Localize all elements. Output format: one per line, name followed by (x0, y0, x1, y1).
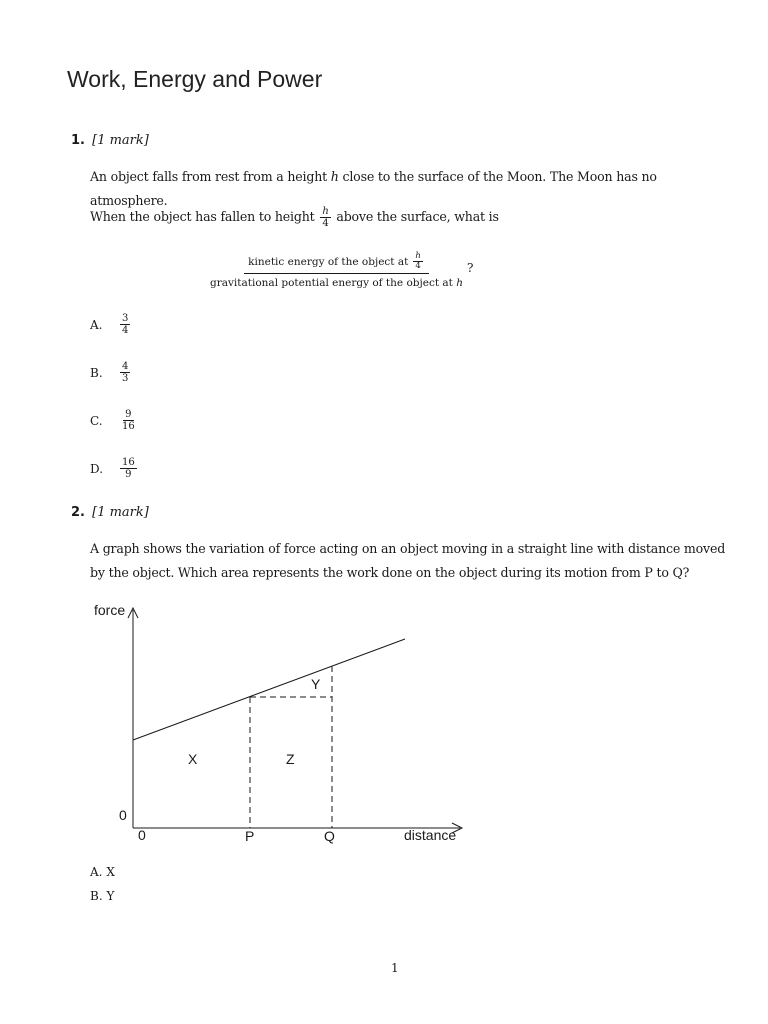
fraction-numerator: h (415, 251, 421, 261)
fraction-numerator: 4 (122, 361, 129, 372)
y-axis-label: force (94, 602, 126, 618)
force-line (133, 639, 405, 740)
option-text: Y (106, 889, 115, 903)
page-title: Work, Energy and Power (67, 66, 323, 92)
fraction-denominator: 16 (122, 421, 135, 432)
question-number: 2. (71, 505, 85, 520)
x-origin-label: 0 (138, 827, 146, 843)
option-label: B. (90, 365, 103, 380)
text-line: A graph shows the variation of force acting on an object moving in a straight line with distance moved (90, 541, 726, 556)
fraction-numerator: h (322, 206, 329, 217)
x-axis-label: distance (404, 827, 457, 843)
ratio-denominator-text: gravitational potential energy of the object at (210, 277, 457, 289)
energy-ratio-expression (208, 252, 473, 289)
ratio-numerator-text: kinetic energy of the object at (248, 255, 409, 268)
option-label: D. (90, 461, 104, 476)
text-run: close to the surface of the Moon. The Moon has no atmosphere. (90, 169, 657, 208)
tick-label-p: P (245, 828, 255, 844)
option-text: X (106, 865, 115, 879)
option-label: B. (90, 889, 103, 903)
question-2-text (90, 537, 730, 585)
option-label: A. (90, 317, 103, 332)
region-label-y: Y (311, 676, 321, 692)
option-a (90, 313, 132, 336)
fraction-h-over-4 (320, 206, 330, 229)
ratio-fraction (208, 252, 465, 289)
option-label: C. (90, 413, 103, 428)
option-a (90, 865, 115, 879)
text-run: above the surface, what is (332, 209, 499, 224)
option-fraction (120, 457, 137, 480)
question-number: 1. (71, 133, 85, 148)
fraction-denominator: 9 (125, 469, 132, 480)
fraction-numerator: 3 (122, 313, 129, 324)
variable-h: h (456, 277, 463, 289)
ratio-denominator (208, 274, 465, 289)
page-number: 1 (391, 961, 399, 975)
option-fraction (120, 313, 130, 336)
tick-label-q: Q (324, 828, 335, 844)
option-b (90, 889, 114, 903)
variable-h: h (330, 169, 339, 184)
text-run: When the object has fallen to height (90, 209, 319, 224)
option-fraction (120, 361, 130, 384)
region-label-z: Z (286, 751, 295, 767)
question-mark-value: [1 mark] (92, 133, 149, 148)
fraction-denominator: 4 (322, 218, 329, 229)
option-d (90, 457, 139, 480)
fraction-h-over-4 (413, 252, 422, 271)
option-fraction (120, 409, 137, 432)
y-origin-label: 0 (119, 807, 127, 823)
region-label-x: X (188, 751, 198, 767)
option-b (90, 361, 132, 384)
fraction-numerator: 9 (125, 409, 132, 420)
option-label: A. (90, 865, 103, 879)
fraction-denominator: 3 (122, 373, 129, 384)
force-distance-graph (88, 596, 478, 852)
question-1-header (71, 133, 149, 148)
option-c (90, 409, 139, 432)
question-mark: ? (466, 260, 474, 275)
fraction-numerator: 16 (122, 457, 135, 468)
text-line: by the object. Which area represents the work done on the object during its motion from P to Q? (90, 565, 690, 580)
fraction-denominator: 4 (122, 325, 129, 336)
text-run: An object falls from rest from a height (90, 169, 331, 184)
fraction-denominator: 4 (415, 261, 421, 271)
question-2-header (71, 505, 149, 520)
question-1-prompt (90, 205, 730, 229)
question-mark-value: [1 mark] (92, 505, 149, 520)
ratio-numerator (244, 252, 429, 274)
